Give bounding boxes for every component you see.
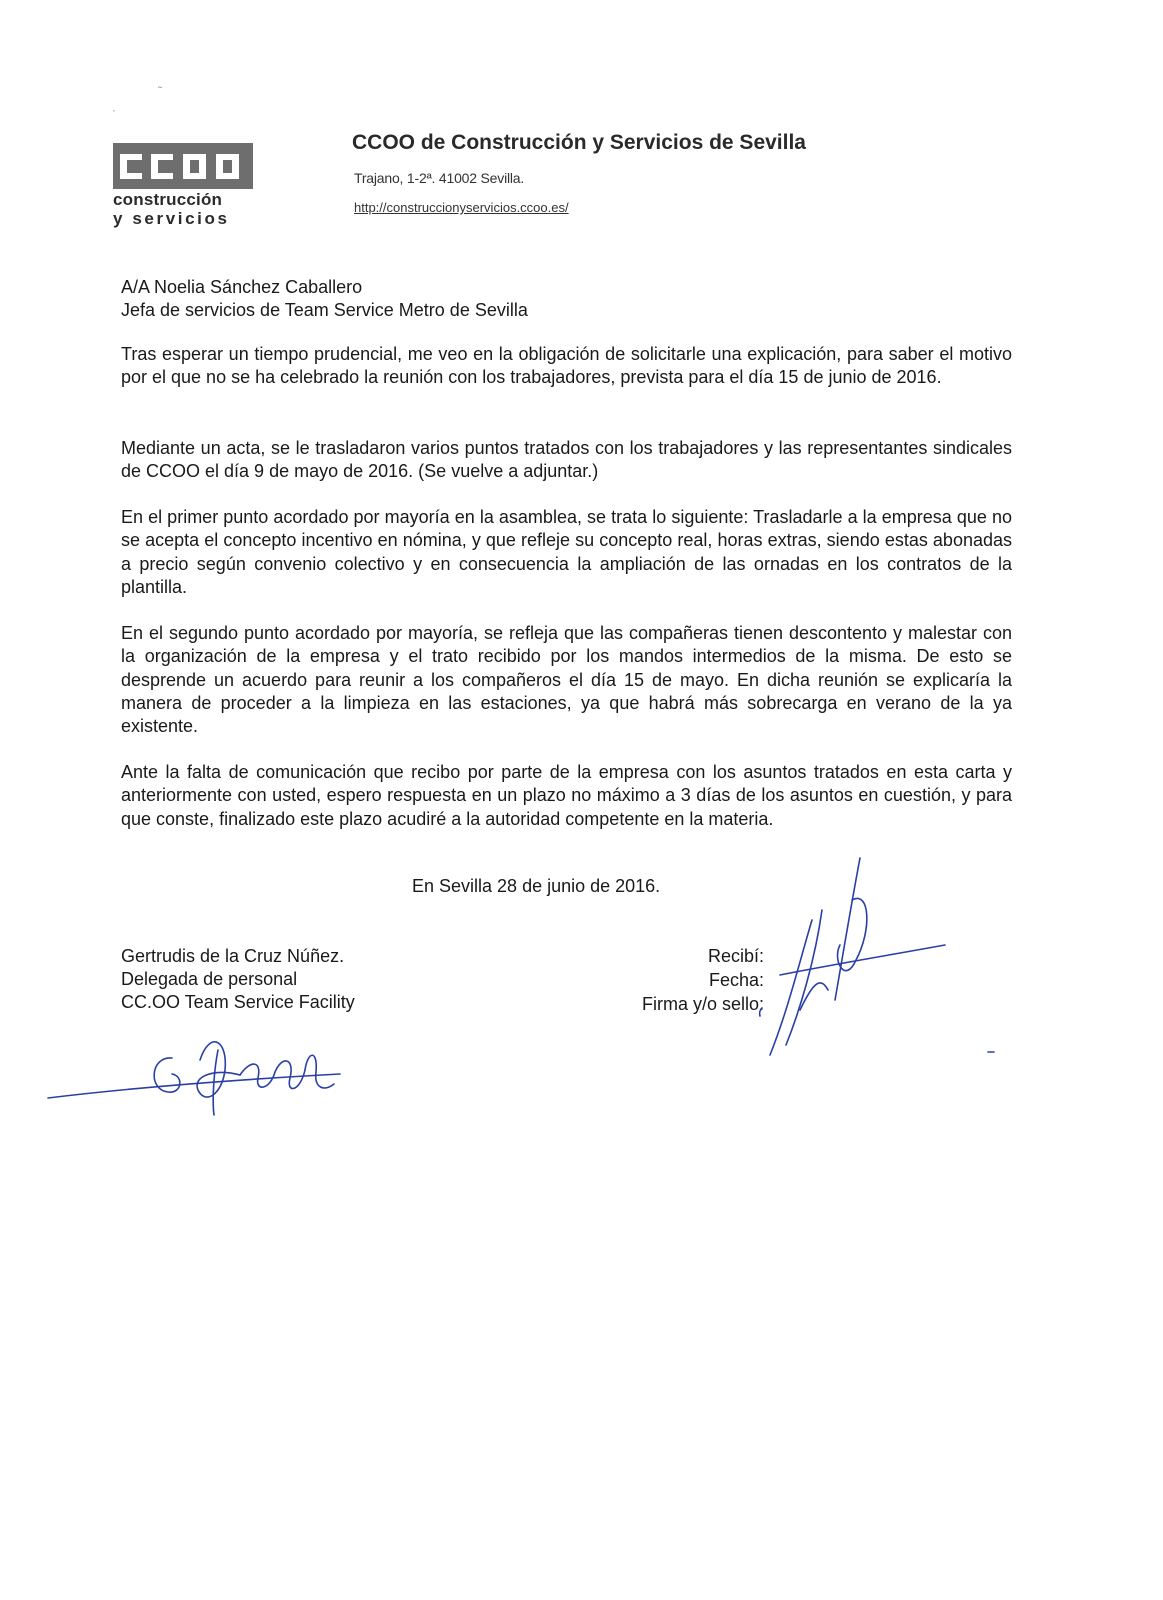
- sender-name: Gertrudis de la Cruz Núñez.: [121, 946, 345, 966]
- logo-text-line-2: y servicios: [113, 209, 230, 228]
- scan-speck: ·: [112, 103, 116, 117]
- ccoo-logo-mark: [113, 143, 253, 189]
- sender-date-text: 28-06-16: [186, 1146, 368, 1192]
- recipient-name: A/A Noelia Sánchez Caballero: [121, 277, 363, 297]
- receipt-handwritten-date: [816, 994, 994, 1052]
- recipient-title: Jefa de servicios de Team Service Metro de Sevilla: [121, 300, 528, 320]
- sender-signature: [48, 1042, 340, 1115]
- receipt-block: [642, 944, 764, 1016]
- organization-name: CCOO de Construcción y Servicios de Sevilla: [352, 131, 806, 154]
- ccoo-logo: [113, 143, 253, 228]
- sender-role: Delegada de personal: [121, 969, 298, 989]
- logo-text-line-1: construcción: [113, 190, 223, 209]
- scan-speck: ˜: [158, 84, 162, 98]
- sender-organization: CC.OO Team Service Facility: [121, 992, 355, 1012]
- body-paragraph: En el primer punto acordado por mayoría en la asamblea, se trata lo siguiente: Trasladarle a la empresa que no se acepta el concepto incentivo en nómina, y que refleje su concepto real, horas extras, siendo estas abonadas a precio según convenio colectivo y en consecuencia la ampliación de las ornadas en los contratos de la plantilla.: [121, 507, 1012, 597]
- body-paragraph: Tras esperar un tiempo prudencial, me veo en la obligación de solicitarle una explicación, para saber el motivo por el que no se ha celebrado la reunión con los trabajadores, prevista para el día 15 de junio de 2016.: [121, 344, 1012, 388]
- organization-address: Trajano, 1-2ª. 41002 Sevilla.: [354, 170, 525, 186]
- body-paragraph: Mediante un acta, se le trasladaron varios puntos tratados con los trabajadores y las representantes sindicales de CCOO el día 9 de mayo de 2016. (Se vuelve a adjuntar.): [121, 438, 1012, 482]
- body-paragraph: Ante la falta de comunicación que recibo por parte de la empresa con los asuntos tratados en esta carta y anteriormente con usted, espero respuesta en un plazo no máximo a 3 días de los asuntos en cuestión, y para que conste, finalizado este plazo acudiré a la autoridad competente en la materia.: [121, 762, 1012, 829]
- receipt-date-text: 28-6-16: [815, 993, 937, 1045]
- body-paragraph: En el segundo punto acordado por mayoría, se refleja que las compañeras tienen descontento y malestar con la organización de la empresa y el trato recibido por los mandos intermedios de la misma. De esto se desprende un acuerdo para reunir a los compañeros el día 15 de mayo. En dicha reunión se explicaría la manera de proceder a la limpieza en las estaciones, ya que habrá más sobrecarga en verano de la ya existente.: [121, 623, 1012, 737]
- sender-block: [121, 945, 355, 1014]
- received-label: Recibí:: [707, 946, 764, 966]
- receipt-signature: [760, 858, 945, 1055]
- organization-url: http://construccionyservicios.ccoo.es/: [354, 200, 569, 215]
- receipt-signature-label: Firma y/o sello:: [641, 994, 764, 1014]
- recipient-block: [121, 276, 528, 322]
- letter-date: En Sevilla 28 de junio de 2016.: [412, 876, 661, 896]
- receipt-date-label: Fecha:: [708, 970, 764, 990]
